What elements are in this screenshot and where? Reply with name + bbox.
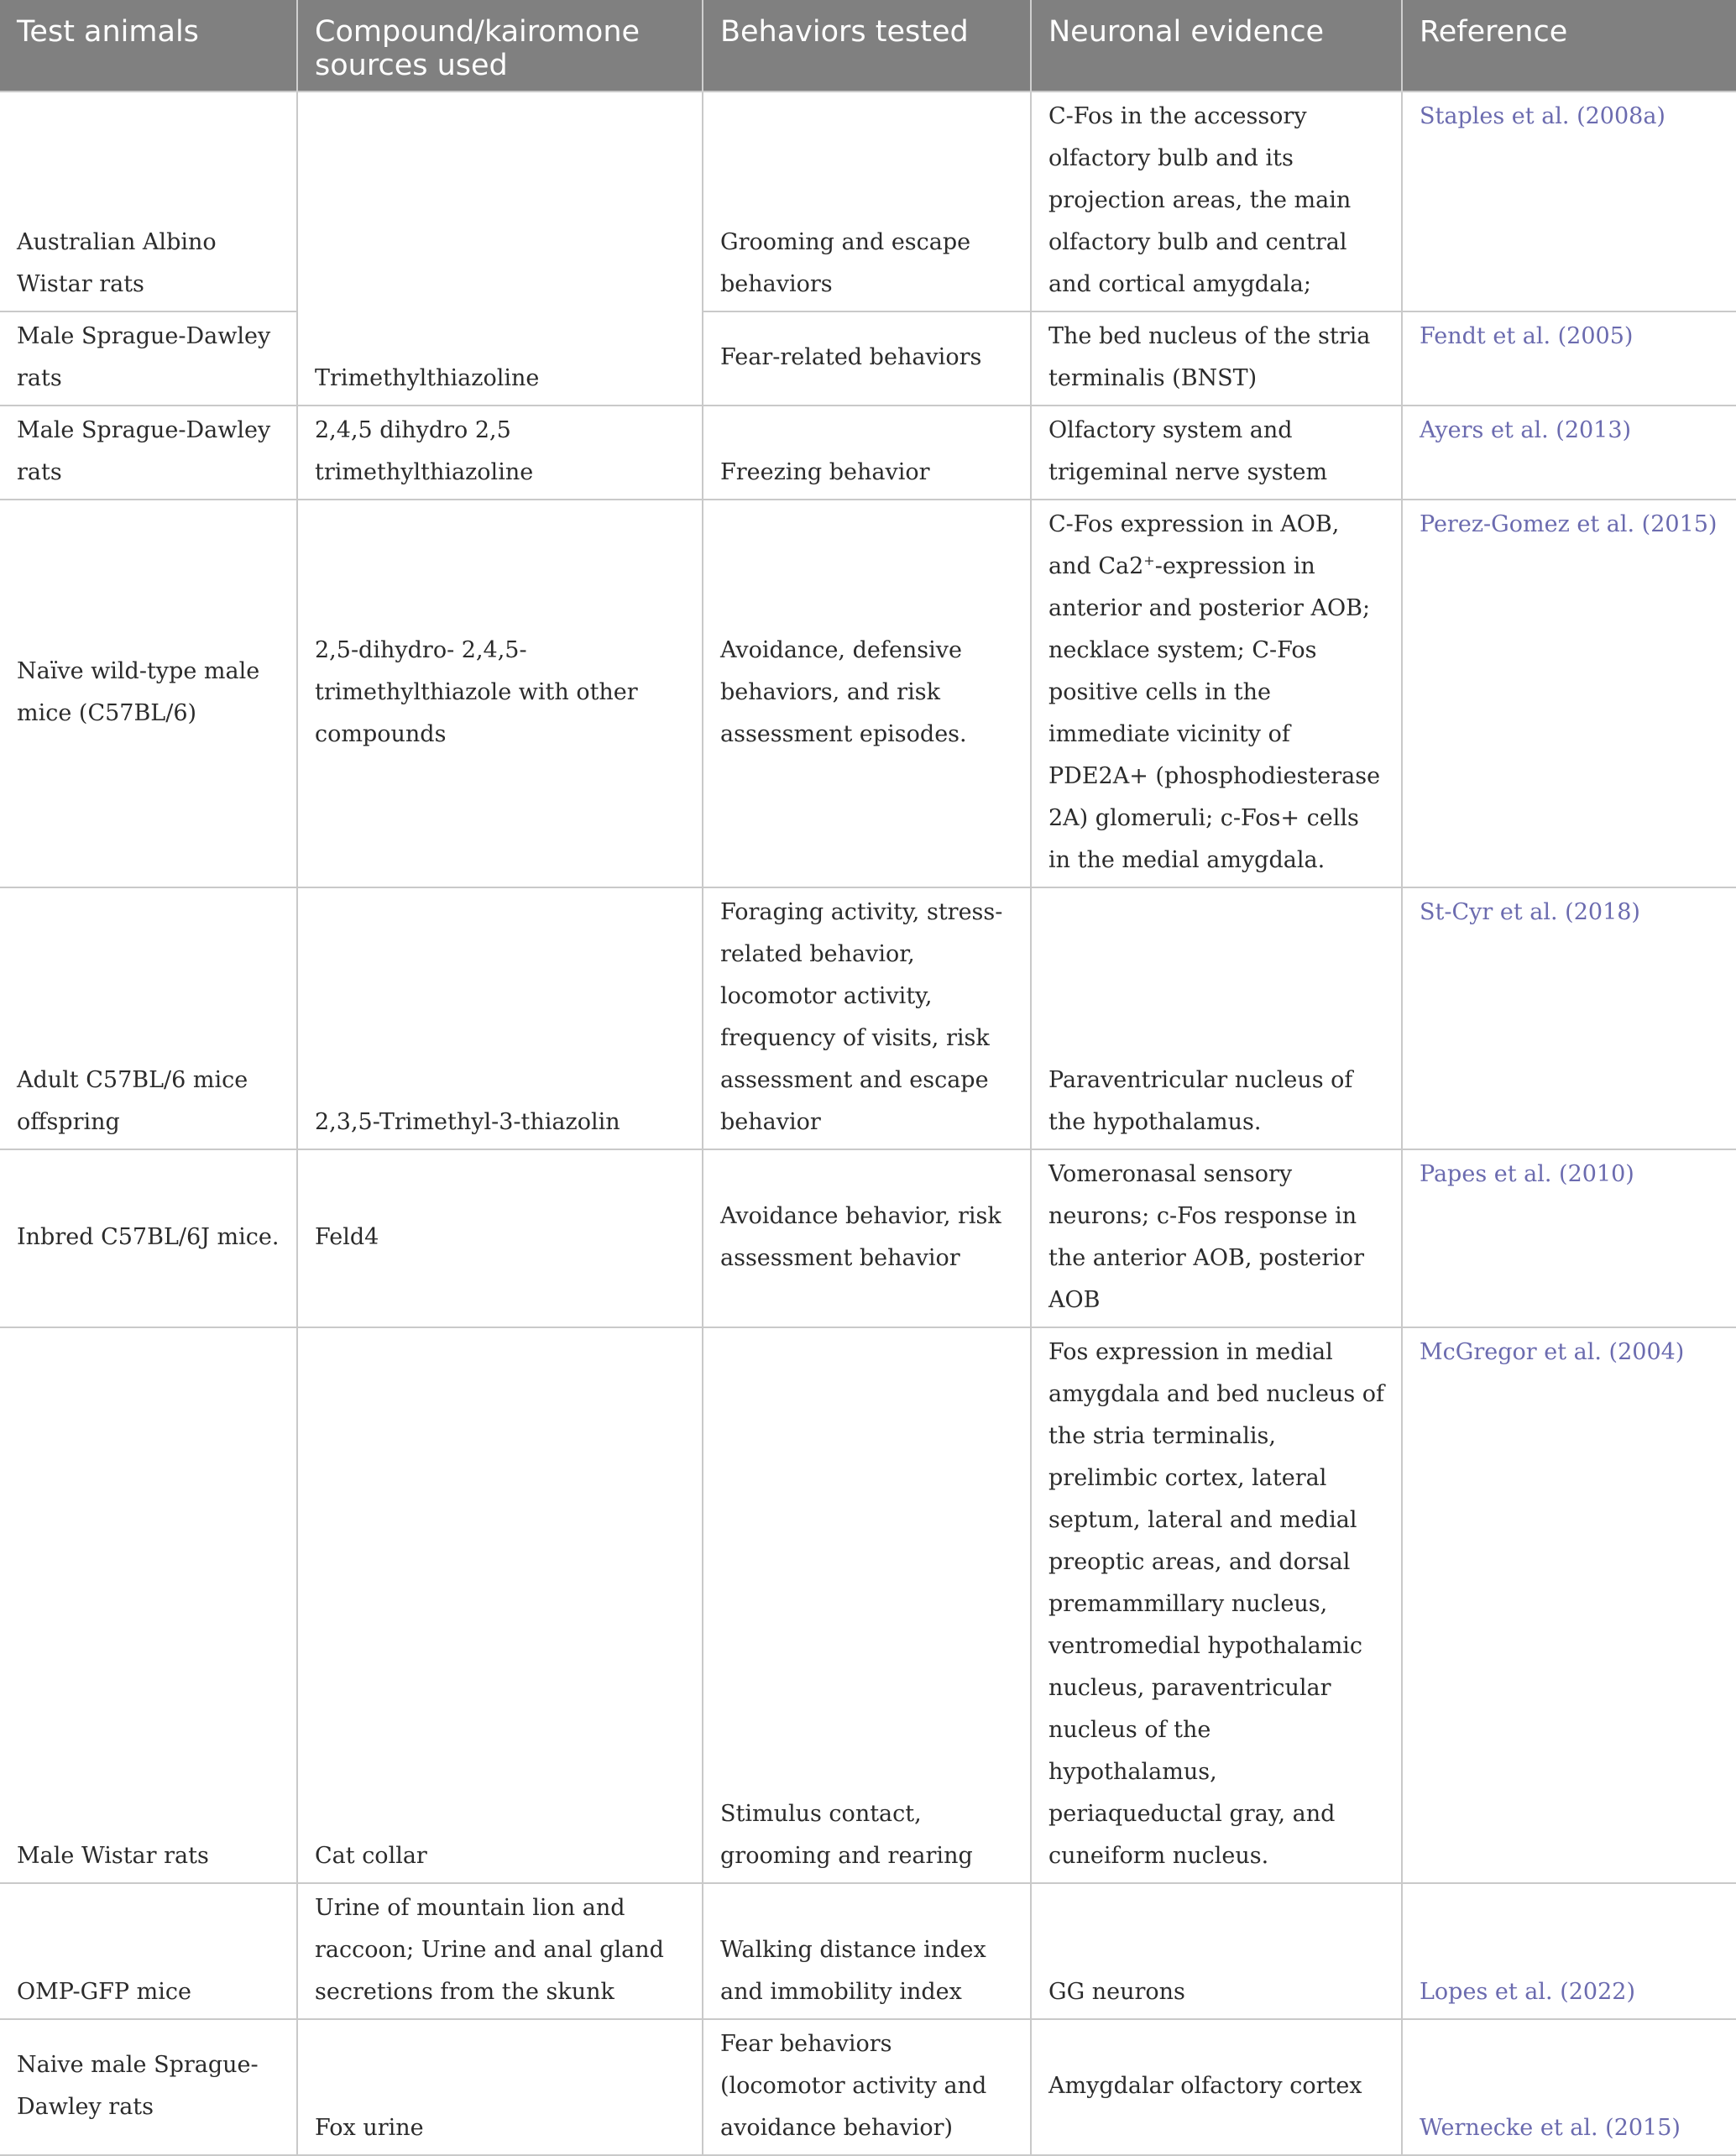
- cell-reference[interactable]: [1402, 2019, 1736, 2155]
- cell-test-animals: Australian Albino Wistar rats: [0, 92, 297, 311]
- cell-behaviors: Fear-related behaviors: [703, 311, 1031, 406]
- cell-reference[interactable]: [1402, 311, 1736, 406]
- cell-test-animals: Male Sprague-Dawley rats: [0, 311, 297, 406]
- cell-compound: 2,4,5 dihydro 2,5 trimethylthiazoline: [297, 406, 703, 500]
- cell-behaviors: Grooming and escape behaviors: [703, 92, 1031, 311]
- cell-compound: Cat collar: [297, 1327, 703, 1883]
- cell-evidence: The bed nucleus of the stria terminalis (BNST): [1031, 311, 1402, 406]
- reference-link[interactable]: Fendt et al. (2005): [1420, 323, 1634, 349]
- table-row: [0, 500, 1736, 887]
- table-row: [0, 311, 1736, 406]
- cell-evidence: GG neurons: [1031, 1883, 1402, 2019]
- header-row: [0, 0, 1736, 92]
- cell-test-animals: Naïve wild-type male mice (C57BL/6): [0, 500, 297, 887]
- cell-reference[interactable]: [1402, 1327, 1736, 1883]
- cell-compound: Urine of mountain lion and raccoon; Urine and anal gland secretions from the skunk: [297, 1883, 703, 2019]
- cell-evidence: Vomeronasal sensory neurons; c-Fos response in the anterior AOB, posterior AOB: [1031, 1149, 1402, 1327]
- table-row: [0, 887, 1736, 1149]
- reference-link[interactable]: Wernecke et al. (2015): [1420, 2115, 1681, 2141]
- table-row: [0, 406, 1736, 500]
- header-behaviors-tested: Behaviors tested: [703, 0, 1031, 92]
- cell-test-animals: Inbred C57BL/6J mice.: [0, 1149, 297, 1327]
- table-row: [0, 92, 1736, 311]
- cell-reference[interactable]: [1402, 1149, 1736, 1327]
- cell-reference[interactable]: [1402, 406, 1736, 500]
- header-test-animals: Test animals: [0, 0, 297, 92]
- cell-evidence: Fos expression in medial amygdala and bed nucleus of the stria terminalis, prelimbic cortex, lateral septum, lateral and medial preoptic areas, and dorsal premammillary nucleus, ventromedial hypothalamic nucleus, paraventricular nucleus of the hypothalamus, periaqueductal gray, and cuneiform nucleus.: [1031, 1327, 1402, 1883]
- header-reference: Reference: [1402, 0, 1736, 92]
- cell-test-animals: Male Sprague-Dawley rats: [0, 406, 297, 500]
- table-row: [0, 1327, 1736, 1883]
- header-neuronal-evidence: Neuronal evidence: [1031, 0, 1402, 92]
- cell-reference[interactable]: [1402, 500, 1736, 887]
- cell-behaviors: Avoidance behavior, risk assessment behavior: [703, 1149, 1031, 1327]
- cell-compound: 2,5-dihydro- 2,4,5-trimethylthiazole with other compounds: [297, 500, 703, 887]
- cell-behaviors: Freezing behavior: [703, 406, 1031, 500]
- cell-evidence: Amygdalar olfactory cortex: [1031, 2019, 1402, 2155]
- header-compound-sources: Compound/kairomone sources used: [297, 0, 703, 92]
- cell-behaviors: Avoidance, defensive behaviors, and risk assessment episodes.: [703, 500, 1031, 887]
- cell-evidence: C-Fos in the accessory olfactory bulb and its projection areas, the main olfactory bulb and central and cortical amygdala;: [1031, 92, 1402, 311]
- reference-link[interactable]: Staples et al. (2008a): [1420, 103, 1665, 129]
- reference-link[interactable]: Papes et al. (2010): [1420, 1161, 1634, 1187]
- reference-link[interactable]: Lopes et al. (2022): [1420, 1979, 1635, 2005]
- cell-test-animals: Male Wistar rats: [0, 1327, 297, 1883]
- cell-evidence: C-Fos expression in AOB, and Ca2+-expression in anterior and posterior AOB; necklace system; C-Fos positive cells in the immediate vicinity of PDE2A+ (phosphodiesterase 2A) glomeruli; c-Fos+ cells in the medial amygdala.: [1031, 500, 1402, 887]
- reference-link[interactable]: McGregor et al. (2004): [1420, 1339, 1685, 1365]
- table-body: [0, 92, 1736, 2155]
- cell-evidence: Olfactory system and trigeminal nerve system: [1031, 406, 1402, 500]
- table-row: [0, 1883, 1736, 2019]
- cell-behaviors: Fear behaviors (locomotor activity and avoidance behavior): [703, 2019, 1031, 2155]
- cell-behaviors: Walking distance index and immobility index: [703, 1883, 1031, 2019]
- cell-test-animals: OMP-GFP mice: [0, 1883, 297, 2019]
- reference-link[interactable]: St-Cyr et al. (2018): [1420, 899, 1640, 925]
- cell-compound: 2,3,5-Trimethyl-3-thiazolin: [297, 887, 703, 1149]
- cell-compound: Feld4: [297, 1149, 703, 1327]
- cell-behaviors: Foraging activity, stress-related behavior, locomotor activity, frequency of visits, risk assessment and escape behavior: [703, 887, 1031, 1149]
- cell-test-animals: Adult C57BL/6 mice offspring: [0, 887, 297, 1149]
- reference-link[interactable]: Ayers et al. (2013): [1420, 417, 1632, 443]
- cell-reference[interactable]: [1402, 1883, 1736, 2019]
- cell-reference[interactable]: [1402, 92, 1736, 311]
- cell-evidence: Paraventricular nucleus of the hypothalamus.: [1031, 887, 1402, 1149]
- cell-test-animals: Naive male Sprague-Dawley rats: [0, 2019, 297, 2155]
- table-row: [0, 1149, 1736, 1327]
- cell-compound: Fox urine: [297, 2019, 703, 2155]
- cell-reference[interactable]: [1402, 887, 1736, 1149]
- reference-link[interactable]: Perez-Gomez et al. (2015): [1420, 511, 1718, 537]
- table-row: [0, 2019, 1736, 2155]
- table-header: [0, 0, 1736, 92]
- cell-behaviors: Stimulus contact, grooming and rearing: [703, 1327, 1031, 1883]
- cell-compound: Trimethylthiazoline: [297, 92, 703, 406]
